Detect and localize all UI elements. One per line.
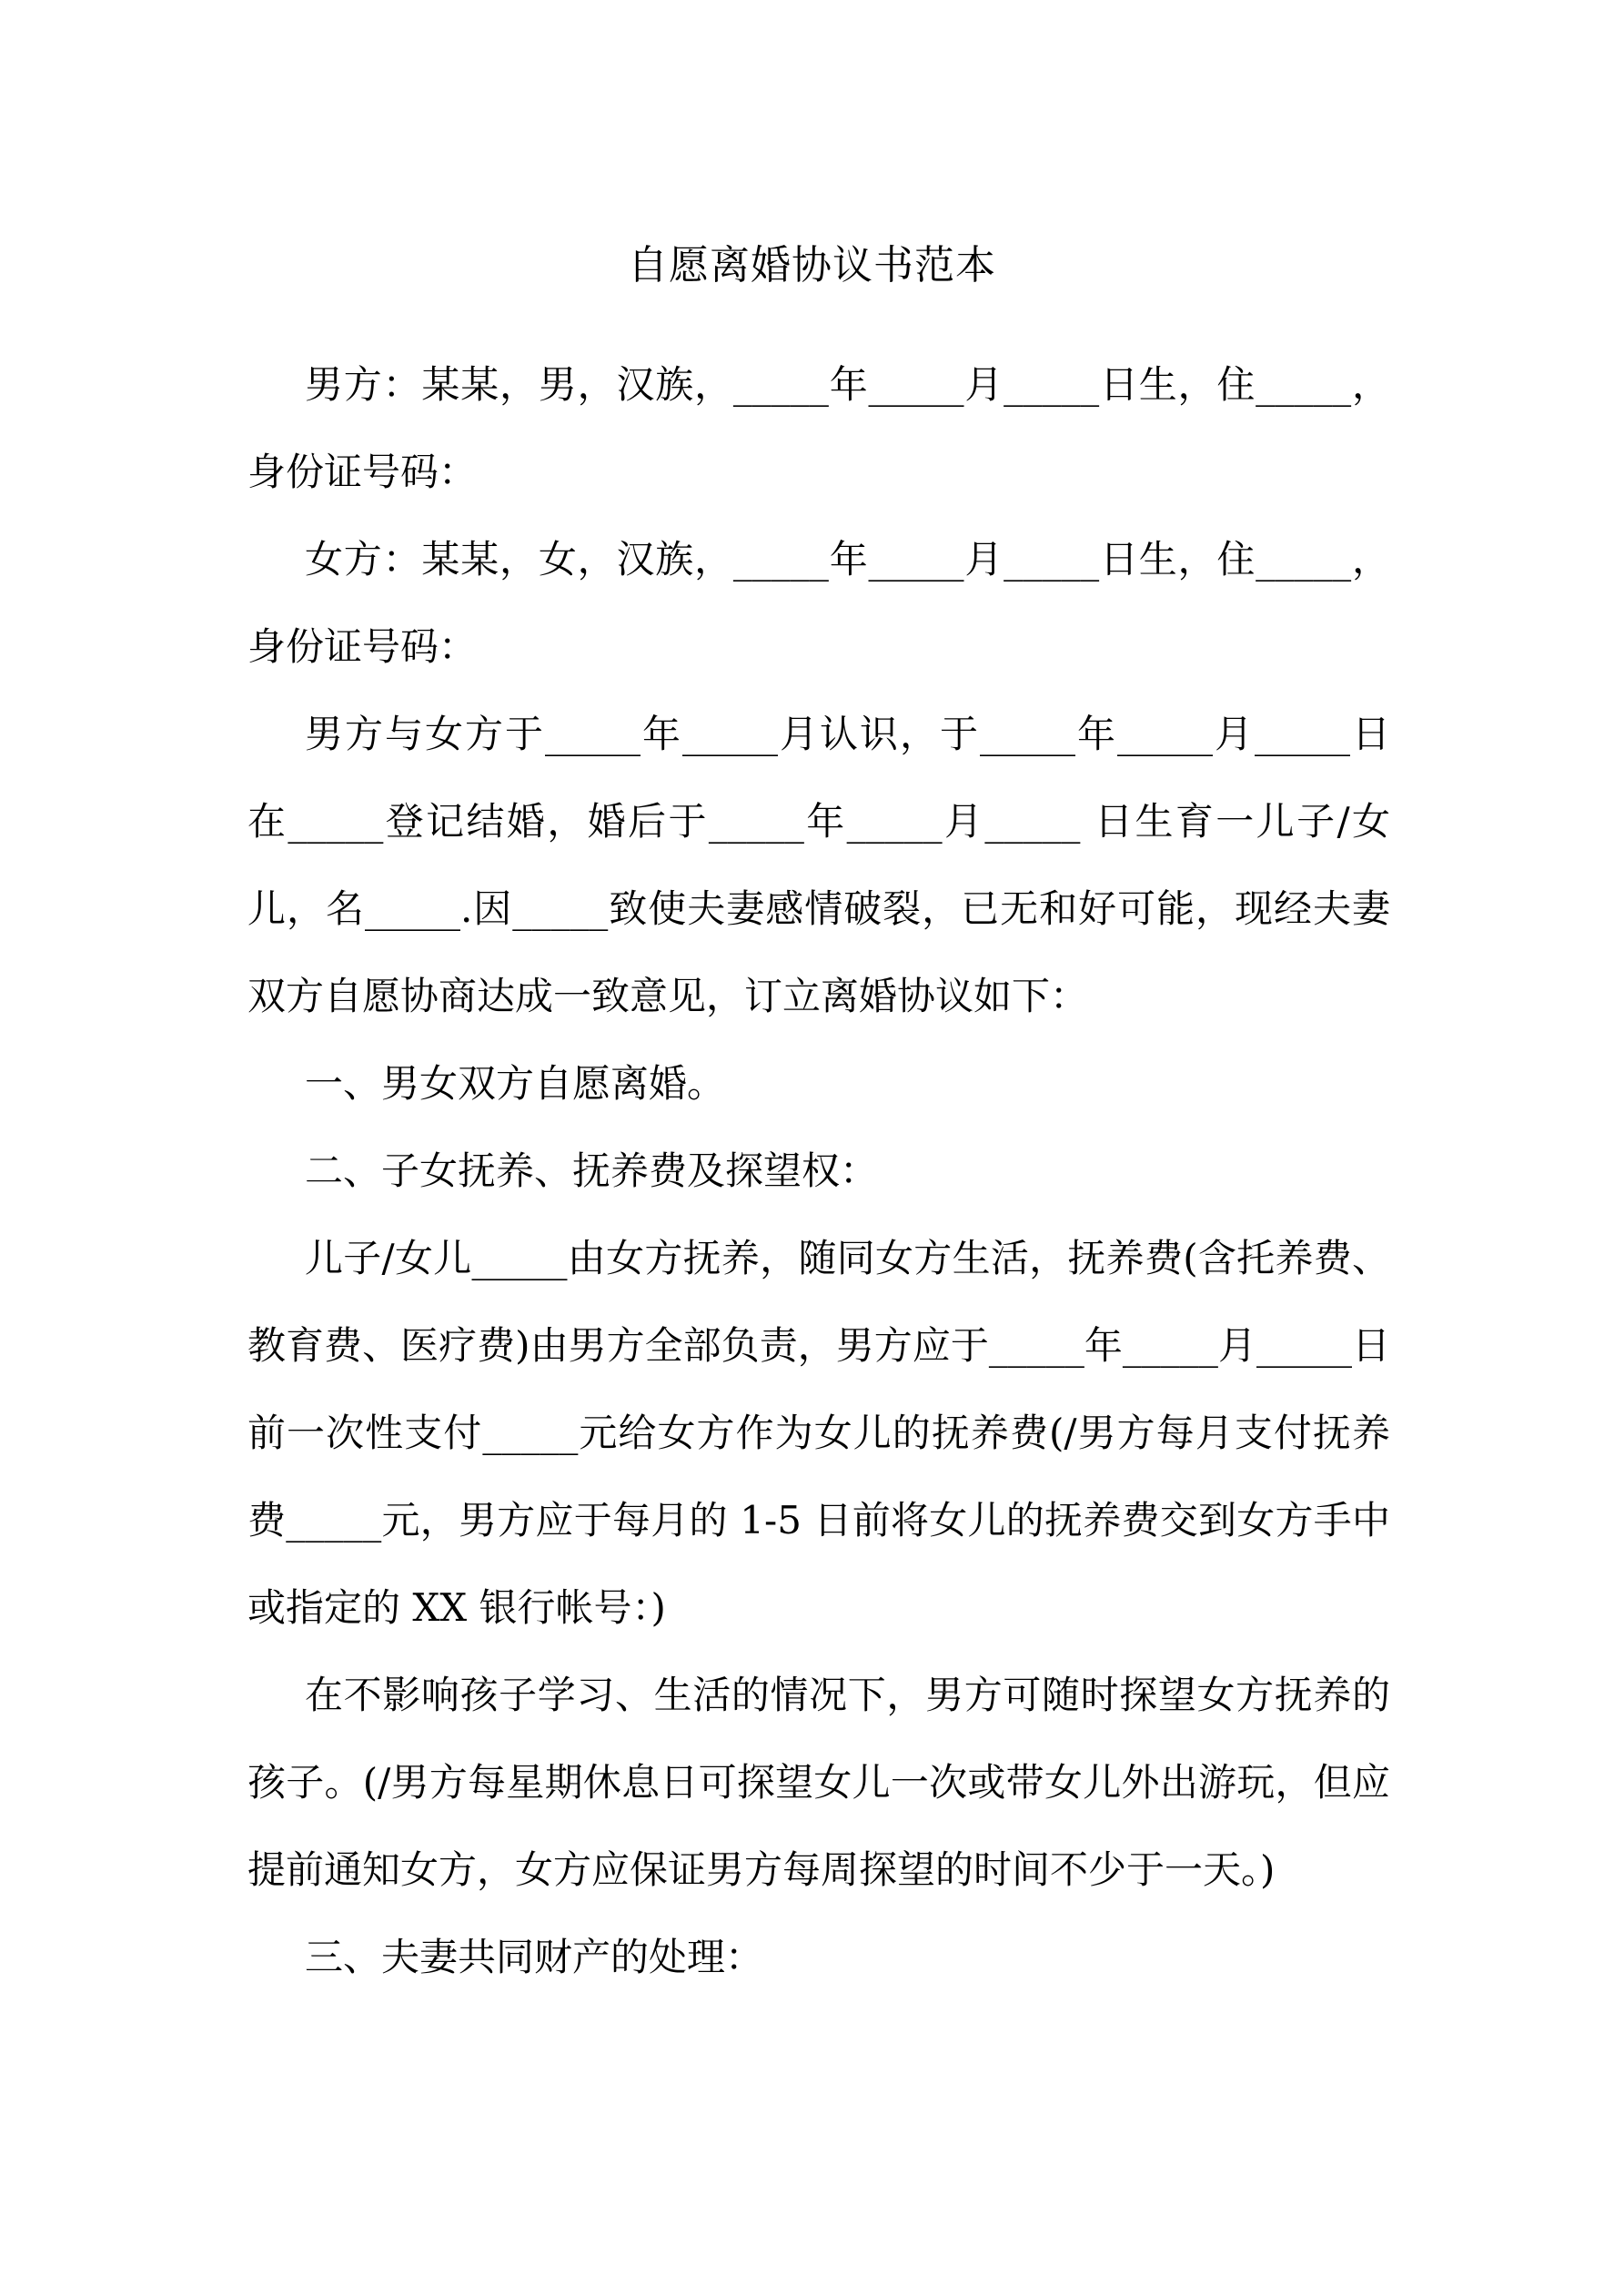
clause-2-heading: 二、子女抚养、抚养费及探望权： xyxy=(305,1148,879,1193)
paragraph-marriage-history: 男方与女方于_____年_____月认识，于_____年_____月_____日在_____登记结婚，婚后于_____年_____月_____ 日生育一儿子/女儿，名_____.因_____致使夫妻感情破裂，已无和好可能，现经夫妻双方自愿协商达成一致意见，订立离婚协议如下： xyxy=(247,712,1390,1018)
document-title: 自愿离婚协议书范本 xyxy=(628,242,996,288)
document-body xyxy=(247,341,1390,2001)
paragraph-female-party: 女方：某某，女，汉族，_____年_____月_____日生，住_____，身份证号码： xyxy=(247,537,1390,669)
paragraph-male-party: 男方：某某，男，汉族，_____年_____月_____日生，住_____，身份证号码： xyxy=(247,362,1390,494)
paragraph-child-support: 儿子/女儿_____由女方抚养，随同女方生活，抚养费(含托养费、教育费、医疗费)由男方全部负责，男方应于_____年_____月_____日前一次性支付_____元给女方作为女儿的抚养费(/男方每月支付抚养费_____元，男方应于每月的 1-5 日前将女儿的抚养费交到女方手中或指定的 XX 银行帐号：) xyxy=(247,1236,1390,1630)
clause-3-heading: 三、夫妻共同财产的处理： xyxy=(305,1935,764,1979)
clause-1-divorce: 一、男女双方自愿离婚。 xyxy=(305,1061,726,1106)
paragraph-visitation: 在不影响孩子学习、生活的情况下，男方可随时探望女方抚养的孩子。(/男方每星期休息日可探望女儿一次或带女儿外出游玩，但应提前通知女方，女方应保证男方每周探望的时间不少于一天。) xyxy=(247,1673,1390,1892)
